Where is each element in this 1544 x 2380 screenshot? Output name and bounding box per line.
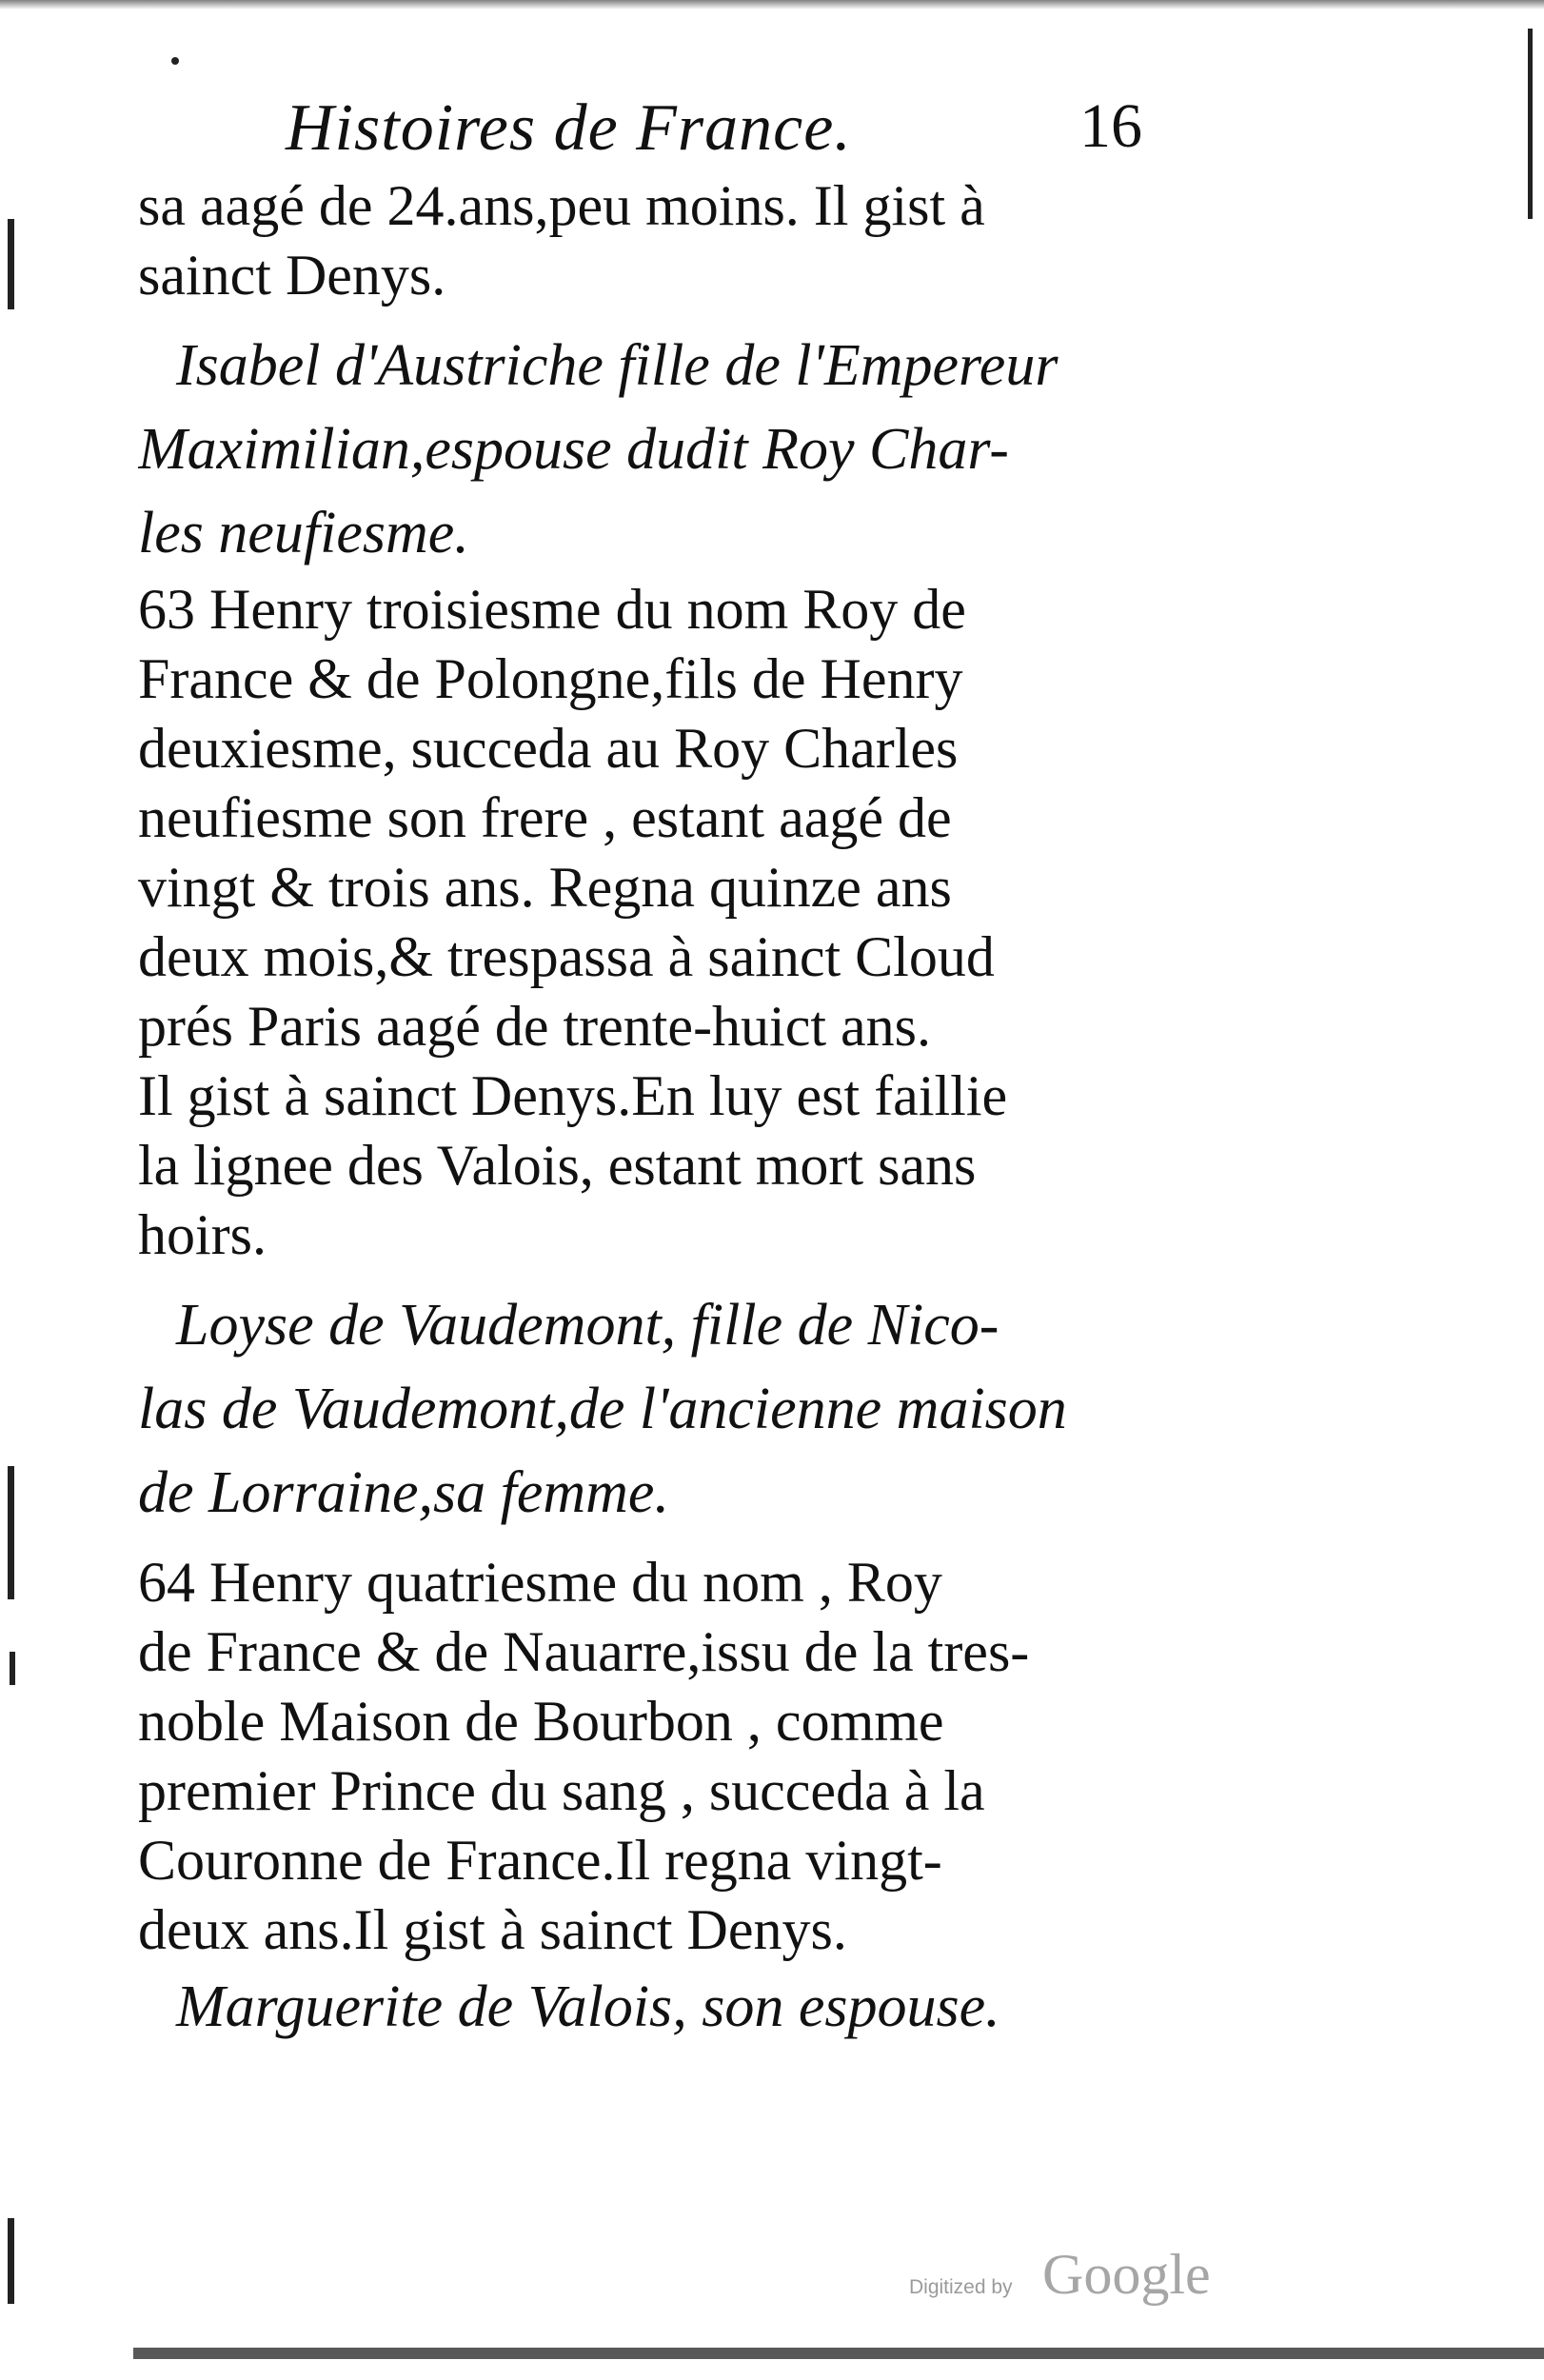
running-header xyxy=(286,81,1142,186)
body-line: la lignee des Valois, estant mort sans xyxy=(138,1134,977,1197)
consort-line: de Lorraine,sa femme. xyxy=(138,1460,669,1525)
scan-edge-bottom xyxy=(133,2348,1544,2359)
body-line: premier Prince du sang , succeda à la xyxy=(138,1759,985,1822)
margin-mark xyxy=(10,1652,15,1685)
body-line: sainct Denys. xyxy=(138,244,446,307)
body-line: neufiesme son frere , estant aagé de xyxy=(138,786,952,849)
body-line: 64 Henry quatriesme du nom , Roy xyxy=(138,1551,942,1614)
running-title: Histoires de France. xyxy=(286,91,852,165)
margin-mark xyxy=(1528,29,1533,219)
consort-line: Marguerite de Valois, son espouse. xyxy=(176,1974,1000,2039)
body-line: hoirs. xyxy=(138,1203,267,1266)
consort-line: Isabel d'Austriche fille de l'Empereur xyxy=(176,333,1059,398)
body-line: deux ans.Il gist à sainct Denys. xyxy=(138,1898,847,1961)
digitized-watermark xyxy=(909,2242,1233,2318)
margin-mark xyxy=(8,1466,14,1599)
page-body xyxy=(138,171,1118,2049)
margin-mark xyxy=(8,2218,14,2304)
scan-edge-top xyxy=(0,0,1544,10)
body-line: noble Maison de Bourbon , comme xyxy=(138,1690,944,1753)
body-line: Il gist à sainct Denys.En luy est faillie xyxy=(138,1064,1008,1127)
body-line: Couronne de France.Il regna vingt- xyxy=(138,1829,942,1892)
page-number: 16 xyxy=(1079,91,1142,161)
consort-line: las de Vaudemont,de l'ancienne maison xyxy=(138,1377,1067,1441)
body-line: France & de Polongne,fils de Henry xyxy=(138,647,963,710)
watermark-prefix: Digitized by xyxy=(909,2276,1013,2298)
body-line: de France & de Nauarre,issu de la tres- xyxy=(138,1620,1030,1683)
body-line: deux mois,& trespassa à sainct Cloud xyxy=(138,925,995,988)
body-line: prés Paris aagé de trente-huict ans. xyxy=(138,995,931,1058)
body-line: deuxiesme, succeda au Roy Charles xyxy=(138,717,959,780)
consort-line: Loyse de Vaudemont, fille de Nico- xyxy=(176,1293,1000,1358)
body-line: vingt & trois ans. Regna quinze ans xyxy=(138,856,952,919)
google-logo: Google xyxy=(1042,2243,1211,2306)
margin-mark xyxy=(171,57,179,65)
consort-line: les neufiesme. xyxy=(138,501,469,565)
body-line: sa aagé de 24.ans,peu moins. Il gist à xyxy=(138,174,985,237)
consort-line: Maximilian,espouse dudit Roy Char- xyxy=(138,417,1009,482)
margin-mark xyxy=(8,219,14,309)
body-line: 63 Henry troisiesme du nom Roy de xyxy=(138,578,966,641)
